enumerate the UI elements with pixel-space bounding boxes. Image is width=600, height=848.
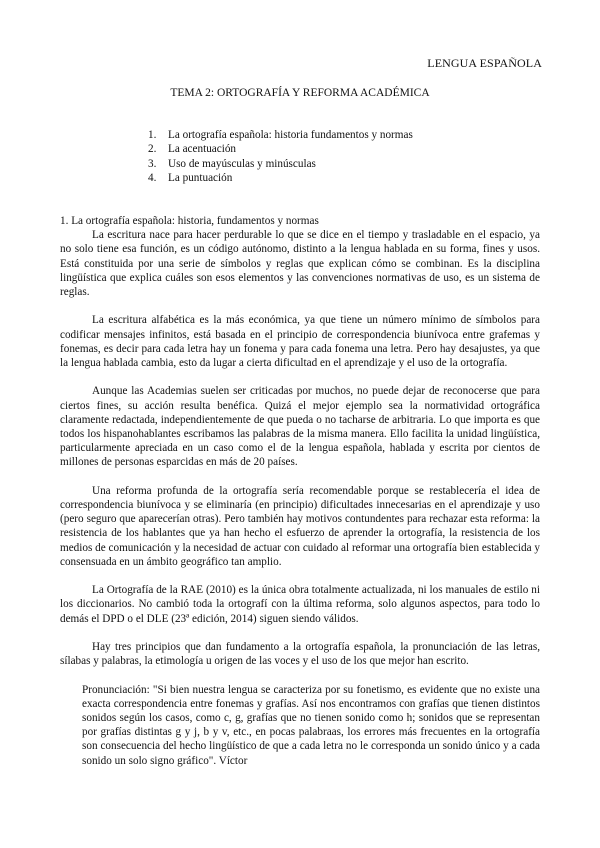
quote-paragraph: Pronunciación: "Si bien nuestra lengua se caracteriza por su fonetismo, es evidente que no existe una exacta correspondencia entre fonemas y grafías. Así nos encontramos con grafías que tienen distintos sonidos según los casos, como c, g, grafías que no tienen sonido como h; sonidos que se representan por grafías distintas g y j, b y v, etc., en pocas palabraas, los errores más frecuentes en la ortografía son consecuencia del hecho lingüístico de que a cada letra no le corresponda un sonido único y a cada sonido un solo signo gráfico". Víctor	[82, 683, 540, 767]
subject-header: LENGUA ESPAÑOLA	[427, 56, 542, 70]
toc-item	[148, 128, 413, 142]
toc-label: Uso de mayúsculas y minúsculas	[168, 157, 316, 170]
paragraph: La escritura nace para hacer perdurable lo que se dice en el tiempo y trasladable en el espacio, ya no solo tiene esa función, es un código autónomo, distinto a la lengua hablada en su forma, fines y usos. Está constituida por una serie de símbolos y reglas que explican cómo se combinan. Es la disciplina lingüística que explica cuáles son esos elementos y las convenciones normativas de uso, es un sistema de reglas.	[60, 229, 540, 299]
toc-item	[148, 157, 413, 171]
toc-number: 1.	[148, 129, 157, 141]
toc-label: La puntuación	[168, 172, 233, 185]
toc-number: 3.	[148, 157, 157, 170]
toc-item	[148, 142, 413, 156]
toc-number: 2.	[148, 143, 157, 156]
toc-label: La ortografía española: historia fundamentos y normas	[168, 129, 413, 141]
toc-label: La acentuación	[168, 143, 237, 156]
document-title: TEMA 2: ORTOGRAFÍA Y REFORMA ACADÉMICA	[170, 87, 430, 99]
paragraph: Hay tres principios que dan fundamento a la ortografía española, la pronunciación de las letras, sílabas y palabras, la etimología u origen de las voces y el uso de los que mejor han escrito.	[60, 641, 540, 668]
paragraph: Una reforma profunda de la ortografía sería recomendable porque se restablecería el idea de correspondencia biunívoca y se eliminaría (en principio) dificultades innecesarias en el aprendizaje y uso (pero seguro que aparecerían otras). Pero también hay motivos contundentes para rechazar esta reforma: la resistencia de los hablantes que ya han hecho el esfuerzo de aprender la ortografía, la resistencia de los medios de comunicación y la necesidad de actuar con cuidado al reformar una ortografía bien establecida y consensuada en un ámbito geográfico tan amplio.	[60, 484, 540, 568]
toc-number: 4.	[148, 172, 157, 185]
toc-item	[148, 171, 413, 185]
section-heading: 1. La ortografía española: historia, fundamentos y normas	[60, 215, 319, 227]
table-of-contents	[148, 128, 413, 186]
paragraph: La escritura alfabética es la más económica, ya que tiene un número mínimo de símbolos para codificar mensajes infinitos, está basada en el principio de correspondencia biunívoca entre grafemas y fonemas, es decir para cada letra hay un fonema y para cada fonema una letra. Pero hay desajustes, ya que la lengua hablada cambia, esto da lugar a cierta dificultad en el aprendizaje y el uso de la ortografía.	[60, 314, 540, 370]
paragraph: Aunque las Academias suelen ser criticadas por muchos, no puede dejar de reconocerse que para ciertos fines, su acción resulta benéfica. Quizá el mejor ejemplo sea la normatividad ortográfica claramente redactada, independientemente de que pueda o no tacharse de arbitraria. Lo que importa es que todos los hispanohablantes escribamos las palabras de la misma manera. Ello facilita la unidad lingüística, particularmente apreciada en un caso como el de la lengua española, hablada y escrita por cientos de millones de personas esparcidas en más de 20 países.	[60, 385, 540, 469]
section-body	[60, 214, 540, 768]
paragraph: La Ortografía de la RAE (2010) es la única obra totalmente actualizada, ni los manuales de estilo ni los diccionarios. No cambió toda la ortografí con la última reforma, solo algunos aspectos, para todo lo demás el DPD o el DLE (23ª edición, 2014) siguen siendo válidos.	[60, 584, 540, 625]
